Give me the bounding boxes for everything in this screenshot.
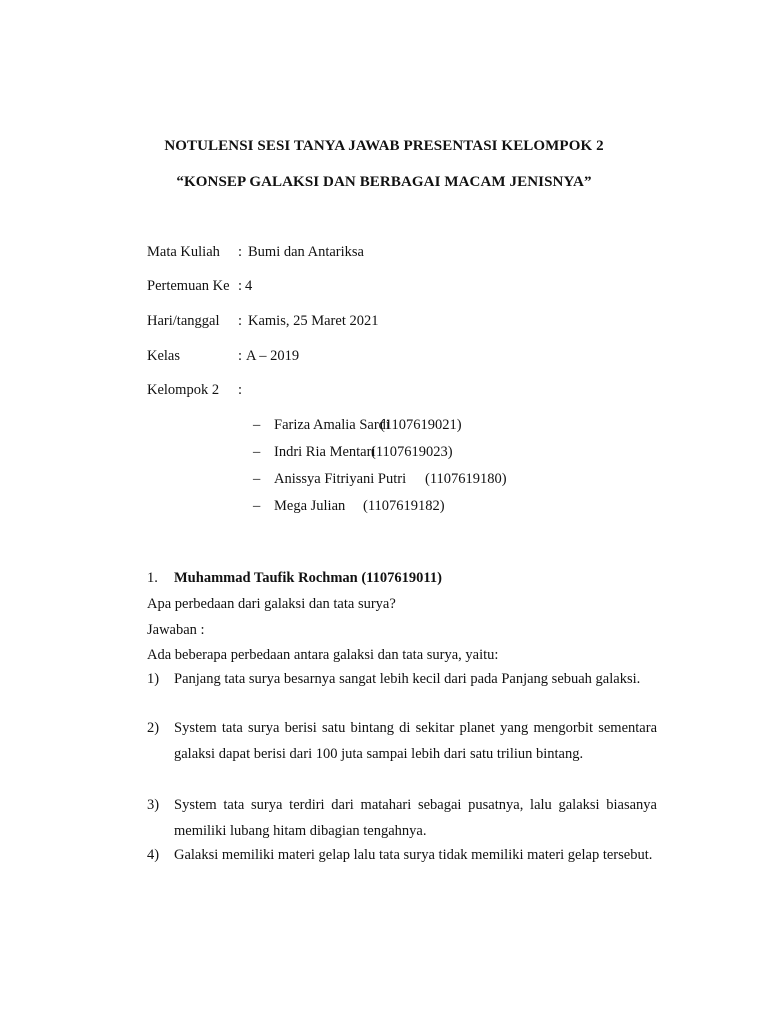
question-number: 1. — [147, 570, 158, 586]
answer-text: Panjang tata surya besarnya sangat lebih kecil dari pada Panjang sebuah galaksi. — [174, 671, 641, 687]
document-title: NOTULENSI SESI TANYA JAWAB PRESENTASI KELOMPOK 2 — [164, 138, 604, 154]
answer-label: Jawaban : — [147, 622, 205, 638]
info-value: 4 — [245, 278, 253, 294]
member-name: Fariza Amalia Sardi — [274, 417, 390, 433]
info-label: Hari/tanggal — [147, 313, 220, 329]
info-separator: : — [238, 278, 243, 294]
info-label: Mata Kuliah — [147, 244, 220, 260]
member-name: Anissya Fitriyani Putri — [274, 471, 407, 487]
answer-text: System tata surya terdiri dari matahari sebagai pusatnya, lalu galaksi biasanya memiliki lubang hitam dibagian tengahnya. — [174, 797, 657, 839]
info-value: Kamis, 25 Maret 2021 — [248, 313, 379, 329]
answer-number: 2) — [147, 720, 160, 736]
info-value: A – 2019 — [246, 348, 300, 364]
info-separator: : — [238, 348, 243, 364]
member-name: Indri Ria Mentari — [274, 444, 376, 460]
dash-bullet: – — [253, 498, 261, 514]
question-text: Apa perbedaan dari galaksi dan tata surya? — [147, 596, 396, 612]
answer-number: 3) — [147, 797, 160, 813]
info-label: Kelas — [147, 348, 181, 364]
info-label: Kelompok 2 — [147, 382, 220, 398]
info-separator: : — [238, 313, 243, 329]
document-subtitle: “KONSEP GALAKSI DAN BERBAGAI MACAM JENISNYA” — [176, 174, 592, 190]
answer-text: System tata surya berisi satu bintang di sekitar planet yang mengorbit sementara galaksi dapat berisi dari 100 juta sampai lebih dari satu triliun bintang. — [174, 720, 657, 762]
dash-bullet: – — [253, 417, 261, 433]
question-asker: Muhammad Taufik Rochman (1107619011) — [174, 570, 442, 586]
member-name: Mega Julian — [274, 498, 346, 514]
info-label: Pertemuan Ke — [147, 278, 230, 294]
member-id: (1107619182) — [363, 498, 445, 514]
member-id: (1107619021) — [380, 417, 462, 433]
info-value: Bumi dan Antariksa — [248, 244, 364, 260]
info-separator: : — [238, 244, 243, 260]
member-id: (1107619023) — [371, 444, 453, 460]
answer-intro: Ada beberapa perbedaan antara galaksi dan tata surya, yaitu: — [147, 647, 499, 663]
answer-text: Galaksi memiliki materi gelap lalu tata surya tidak memiliki materi gelap tersebut. — [174, 847, 653, 863]
answer-number: 4) — [147, 847, 160, 863]
member-id: (1107619180) — [425, 471, 507, 487]
dash-bullet: – — [253, 471, 261, 487]
answer-number: 1) — [147, 671, 160, 687]
info-separator: : — [238, 382, 243, 398]
dash-bullet: – — [253, 444, 261, 460]
